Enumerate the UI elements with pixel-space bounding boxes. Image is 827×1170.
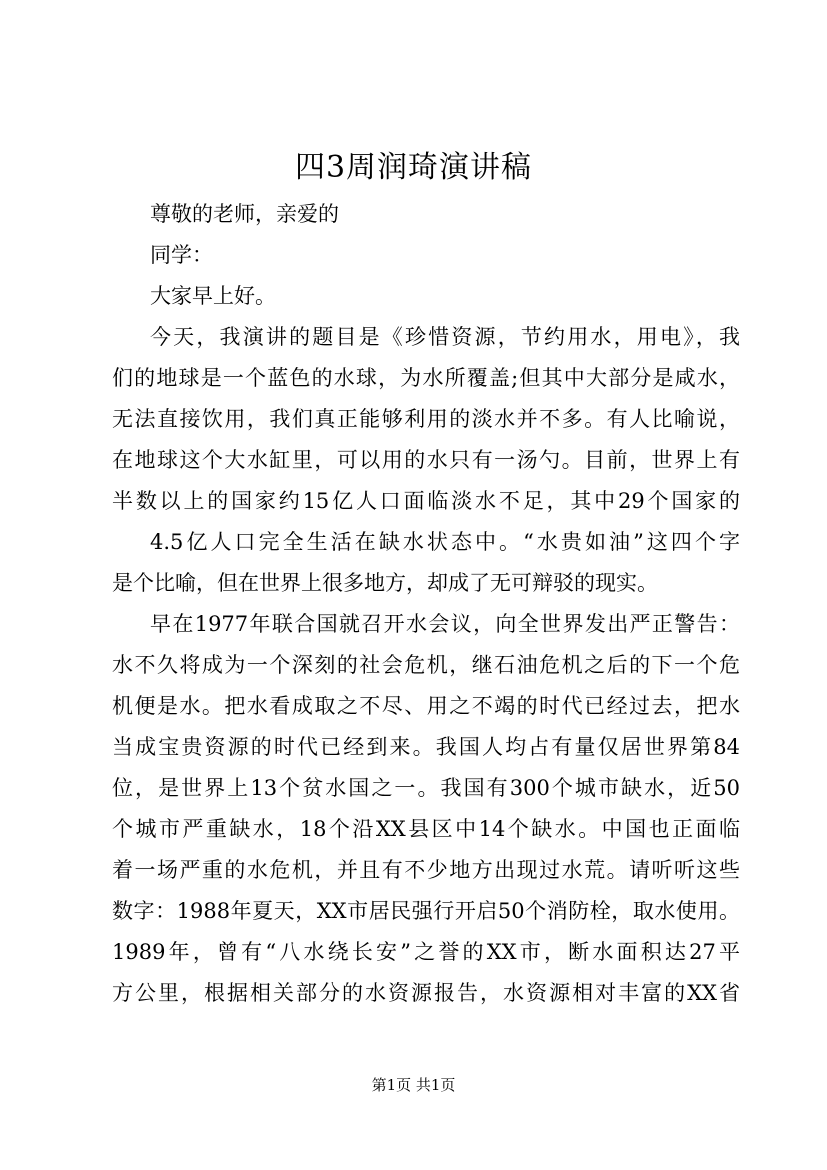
- text-line: 位，是世界上13个贫水国之一。我国有300个城市缺水，近50: [112, 776, 740, 800]
- document-body: [112, 194, 740, 1014]
- text-line: 1989年，曾有“八水绕长安”之誉的XX市，断水面积达27平: [112, 940, 740, 964]
- paragraph: [112, 317, 740, 522]
- text-line: 个城市严重缺水，18个沿XX县区中14个缺水。中国也正面临: [112, 817, 740, 841]
- text-line: 同学：: [150, 243, 213, 267]
- text-line: 无法直接饮用，我们真正能够利用的淡水并不多。有人比喻说，: [112, 407, 740, 431]
- text-line: 今天，我演讲的题目是《珍惜资源，节约用水，用电》，我: [150, 325, 740, 349]
- text-line: 在地球这个大水缸里，可以用的水只有一汤勺。目前，世界上有: [112, 448, 740, 472]
- text-line: 半数以上的国家约15亿人口面临淡水不足，其中29个国家的: [112, 489, 740, 513]
- text-line: 着一场严重的水危机，并且有不少地方出现过水荒。请听听这些: [112, 858, 740, 882]
- text-line: 尊敬的老师，亲爱的: [150, 202, 339, 226]
- paragraph: [112, 235, 740, 276]
- text-line: 们的地球是一个蓝色的水球，为水所覆盖;但其中大部分是咸水，: [112, 366, 740, 390]
- paragraph: [112, 522, 740, 604]
- text-line: 方公里，根据相关部分的水资源报告，水资源相对丰富的XX省: [112, 981, 740, 1005]
- text-line: 早在1977年联合国就召开水会议，向全世界发出严正警告：: [150, 612, 740, 636]
- paragraph: [112, 276, 740, 317]
- document-title: 四3周润琦演讲稿: [294, 150, 533, 185]
- text-line: 当成宝贵资源的时代已经到来。我国人均占有量仅居世界第84: [112, 735, 740, 759]
- text-line: 机便是水。把水看成取之不尽、用之不竭的时代已经过去，把水: [112, 694, 740, 718]
- text-line: 是个比喻，但在世界上很多地方，却成了无可辩驳的现实。: [112, 571, 658, 595]
- text-line: 数字：1988年夏天，XX市居民强行开启50个消防栓，取水使用。: [112, 899, 740, 923]
- page-footer: 第1页 共1页: [371, 1076, 456, 1094]
- text-line: 4.5亿人口完全生活在缺水状态中。“水贵如油”这四个字: [150, 530, 740, 554]
- paragraph: [112, 194, 740, 235]
- text-line: 大家早上好。: [150, 284, 276, 308]
- text-line: 水不久将成为一个深刻的社会危机，继石油危机之后的下一个危: [112, 653, 740, 677]
- paragraph: [112, 604, 740, 1014]
